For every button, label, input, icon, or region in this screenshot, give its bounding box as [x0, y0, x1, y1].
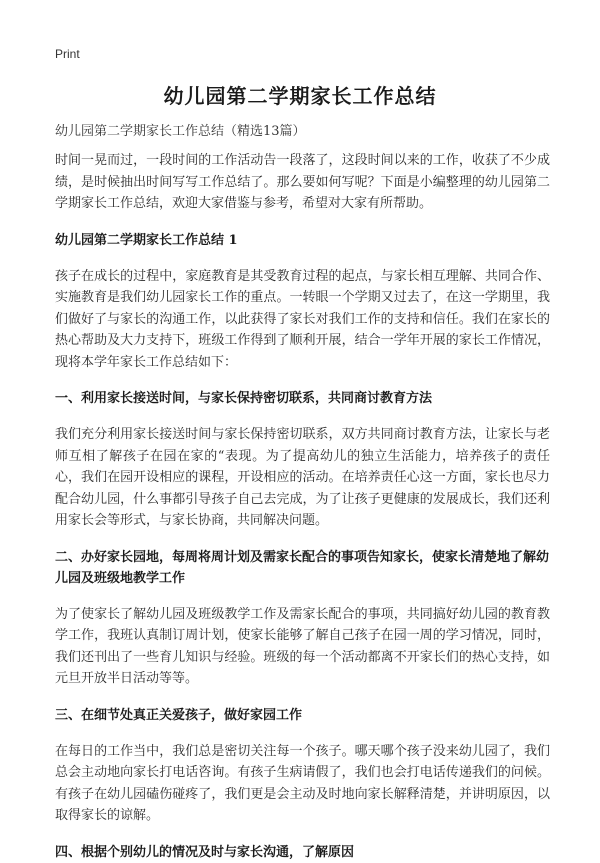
- body-paragraph: 为了使家长了解幼儿园及班级教学工作及需家长配合的事项，共同搞好幼儿园的教育教学工作，我班认真制订周计划，使家长能够了解自己孩子在园一周的学习情况，同时，我们还刊出了一些育儿知识与经验。班级的每一个活动都离不开家长们的热心支持，如元旦开放半日活动等等。: [55, 606, 550, 686]
- section-heading: 一、利用家长接送时间，与家长保持密切联系，共同商讨教育方法: [55, 391, 433, 406]
- body-paragraph: 在每日的工作当中，我们总是密切关注每一个孩子。哪天哪个孩子没来幼儿园了，我们总会主动地向家长打电话咨询。有孩子生病请假了，我们也会打电话传递我们的问候。有孩子在幼儿园磕伤碰疼了，我们更是会主动及时地向家长解释清楚，并讲明原因，以取得家长的谅解。: [55, 743, 550, 823]
- body-paragraph: 我们充分利用家长接送时间与家长保持密切联系，双方共同商讨教育方法，让家长与老师互相了解孩子在园在家的“表现。为了提高幼儿的独立生活能力，培养孩子的责任心，我们在园开设相应的课程，开设相应的活动。在培养责任心这一方面，家长也尽力配合幼儿园，什么事都引导孩子自己去完成，为了让孩子更健康的发展成长，我们还利用家长会等形式，与家长协商，共同解决问题。: [55, 427, 550, 528]
- intro-paragraph: 时间一晃而过，一段时间的工作活动告一段落了，这段时间以来的工作，收获了不少成绩，是时候抽出时间写写工作总结了。那么要如何写呢？下面是小编整理的幼儿园第二学期家长工作总结，欢迎大家借鉴与参考，希望对大家有所帮助。: [55, 153, 550, 211]
- section-heading: 幼儿园第二学期家长工作总结 1: [55, 232, 238, 248]
- section-heading: 四、根据个别幼儿的情况及时与家长沟通，了解原因: [55, 844, 355, 860]
- section-heading: 三、在细节处真正关爱孩子，做好家园工作: [55, 707, 303, 723]
- document-body: [55, 150, 550, 863]
- body-paragraph: 孩子在成长的过程中，家庭教育是其受教育过程的起点，与家长相互理解、共同合作、实施教育是我们幼儿园家长工作的重点。一转眼一个学期又过去了，在这一学期里，我们做好了与家长的沟通工作，以此获得了家长对我们工作的支持和信任。我们在家长的热心帮助及大力支持下，班级工作得到了顺利开展，结合一学年开展的家长工作情况，现将本学年家长工作总结如下：: [55, 268, 550, 370]
- page-title: 幼儿园第二学期家长工作总结: [163, 84, 437, 108]
- document-subtitle: 幼儿园第二学期家长工作总结（精选13篇）: [55, 124, 306, 139]
- print-label[interactable]: Print: [55, 47, 80, 61]
- section-heading: 二、办好家长园地，每周将周计划及需家长配合的事项告知家长，使家长清楚地了解幼儿园及班级地教学工作: [55, 549, 550, 586]
